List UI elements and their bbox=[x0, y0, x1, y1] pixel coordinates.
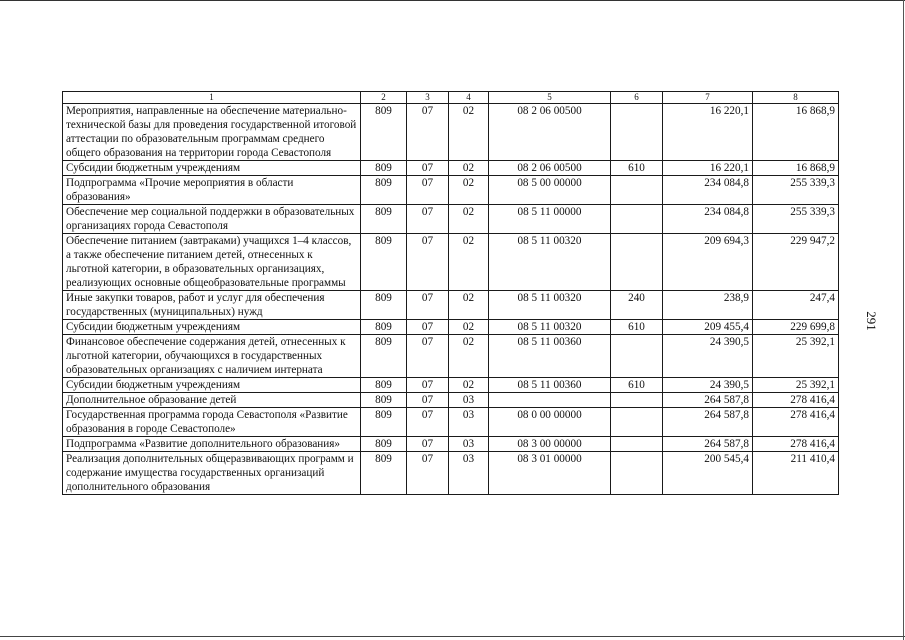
section-code-cell: 07 bbox=[407, 378, 449, 393]
amount-col8-cell: 16 868,9 bbox=[753, 161, 839, 176]
subsection-code-cell: 03 bbox=[449, 408, 489, 437]
target-article-cell: 08 5 00 00000 bbox=[489, 176, 611, 205]
row-name-cell: Дополнительное образование детей bbox=[63, 393, 361, 408]
expense-type-cell bbox=[611, 176, 663, 205]
amount-col7-cell: 234 084,8 bbox=[663, 176, 753, 205]
table-row bbox=[63, 291, 839, 320]
section-code-cell: 07 bbox=[407, 437, 449, 452]
column-header: 5 bbox=[489, 92, 611, 104]
amount-col8-cell: 278 416,4 bbox=[753, 437, 839, 452]
amount-col7-cell: 264 587,8 bbox=[663, 408, 753, 437]
amount-col8-cell: 25 392,1 bbox=[753, 378, 839, 393]
section-code-cell: 07 bbox=[407, 335, 449, 378]
amount-col8-cell: 229 699,8 bbox=[753, 320, 839, 335]
amount-col7-cell: 24 390,5 bbox=[663, 378, 753, 393]
table-row bbox=[63, 205, 839, 234]
amount-col7-cell: 16 220,1 bbox=[663, 161, 753, 176]
amount-col7-cell: 16 220,1 bbox=[663, 104, 753, 161]
table-row bbox=[63, 335, 839, 378]
row-name-cell: Обеспечение питанием (завтраками) учащихся 1–4 классов, а также обеспечение питанием детей, отнесенных к льготной категории, в образовательных организациях, реализующих основные общеобразовательные программы bbox=[63, 234, 361, 291]
ministry-code-cell: 809 bbox=[361, 104, 407, 161]
amount-col8-cell: 211 410,4 bbox=[753, 452, 839, 495]
target-article-cell bbox=[489, 393, 611, 408]
table-row bbox=[63, 320, 839, 335]
table-row bbox=[63, 161, 839, 176]
ministry-code-cell: 809 bbox=[361, 335, 407, 378]
row-name-cell: Обеспечение мер социальной поддержки в образовательных организациях города Севастополя bbox=[63, 205, 361, 234]
expense-type-cell bbox=[611, 104, 663, 161]
table-row bbox=[63, 104, 839, 161]
ministry-code-cell: 809 bbox=[361, 234, 407, 291]
row-name-cell: Субсидии бюджетным учреждениям bbox=[63, 161, 361, 176]
target-article-cell: 08 0 00 00000 bbox=[489, 408, 611, 437]
section-code-cell: 07 bbox=[407, 408, 449, 437]
table-body bbox=[63, 104, 839, 495]
page-right-border bbox=[903, 0, 904, 640]
ministry-code-cell: 809 bbox=[361, 205, 407, 234]
amount-col8-cell: 278 416,4 bbox=[753, 393, 839, 408]
row-name-cell: Иные закупки товаров, работ и услуг для обеспечения государственных (муниципальных) нужд bbox=[63, 291, 361, 320]
target-article-cell: 08 2 06 00500 bbox=[489, 161, 611, 176]
ministry-code-cell: 809 bbox=[361, 393, 407, 408]
subsection-code-cell: 03 bbox=[449, 452, 489, 495]
expense-type-cell bbox=[611, 408, 663, 437]
page-top-border bbox=[0, 0, 905, 1]
column-header: 3 bbox=[407, 92, 449, 104]
section-code-cell: 07 bbox=[407, 176, 449, 205]
expense-type-cell bbox=[611, 335, 663, 378]
target-article-cell: 08 3 01 00000 bbox=[489, 452, 611, 495]
section-code-cell: 07 bbox=[407, 104, 449, 161]
amount-col7-cell: 264 587,8 bbox=[663, 437, 753, 452]
table-row bbox=[63, 393, 839, 408]
amount-col8-cell: 25 392,1 bbox=[753, 335, 839, 378]
amount-col7-cell: 264 587,8 bbox=[663, 393, 753, 408]
subsection-code-cell: 03 bbox=[449, 393, 489, 408]
expense-type-cell bbox=[611, 452, 663, 495]
expense-type-cell: 240 bbox=[611, 291, 663, 320]
amount-col8-cell: 278 416,4 bbox=[753, 408, 839, 437]
table-row bbox=[63, 452, 839, 495]
row-name-cell: Подпрограмма «Развитие дополнительного образования» bbox=[63, 437, 361, 452]
subsection-code-cell: 02 bbox=[449, 205, 489, 234]
ministry-code-cell: 809 bbox=[361, 452, 407, 495]
ministry-code-cell: 809 bbox=[361, 378, 407, 393]
subsection-code-cell: 02 bbox=[449, 234, 489, 291]
ministry-code-cell: 809 bbox=[361, 291, 407, 320]
budget-table bbox=[62, 91, 839, 495]
ministry-code-cell: 809 bbox=[361, 408, 407, 437]
row-name-cell: Государственная программа города Севастополя «Развитие образования в городе Севастополе» bbox=[63, 408, 361, 437]
target-article-cell: 08 5 11 00360 bbox=[489, 378, 611, 393]
section-code-cell: 07 bbox=[407, 205, 449, 234]
ministry-code-cell: 809 bbox=[361, 320, 407, 335]
row-name-cell: Субсидии бюджетным учреждениям bbox=[63, 378, 361, 393]
section-code-cell: 07 bbox=[407, 234, 449, 291]
section-code-cell: 07 bbox=[407, 452, 449, 495]
amount-col8-cell: 255 339,3 bbox=[753, 176, 839, 205]
target-article-cell: 08 5 11 00320 bbox=[489, 234, 611, 291]
row-name-cell: Мероприятия, направленные на обеспечение материально-технической базы для проведения государственной итоговой аттестации по образовательным программам среднего общего образования на территории города Севастополя bbox=[63, 104, 361, 161]
amount-col8-cell: 247,4 bbox=[753, 291, 839, 320]
section-code-cell: 07 bbox=[407, 393, 449, 408]
expense-type-cell bbox=[611, 437, 663, 452]
subsection-code-cell: 02 bbox=[449, 104, 489, 161]
table-row bbox=[63, 437, 839, 452]
section-code-cell: 07 bbox=[407, 320, 449, 335]
column-header: 2 bbox=[361, 92, 407, 104]
amount-col7-cell: 238,9 bbox=[663, 291, 753, 320]
row-name-cell: Реализация дополнительных общеразвивающих программ и содержание имущества государственных организаций дополнительного образования bbox=[63, 452, 361, 495]
amount-col7-cell: 209 694,3 bbox=[663, 234, 753, 291]
table-row bbox=[63, 234, 839, 291]
subsection-code-cell: 02 bbox=[449, 335, 489, 378]
expense-type-cell bbox=[611, 234, 663, 291]
page-bottom-border bbox=[0, 636, 905, 637]
amount-col7-cell: 234 084,8 bbox=[663, 205, 753, 234]
subsection-code-cell: 02 bbox=[449, 176, 489, 205]
column-header: 1 bbox=[63, 92, 361, 104]
subsection-code-cell: 02 bbox=[449, 320, 489, 335]
row-name-cell: Подпрограмма «Прочие мероприятия в области образования» bbox=[63, 176, 361, 205]
amount-col7-cell: 200 545,4 bbox=[663, 452, 753, 495]
ministry-code-cell: 809 bbox=[361, 176, 407, 205]
expense-type-cell: 610 bbox=[611, 161, 663, 176]
table-row bbox=[63, 408, 839, 437]
section-code-cell: 07 bbox=[407, 291, 449, 320]
expense-type-cell: 610 bbox=[611, 378, 663, 393]
amount-col8-cell: 255 339,3 bbox=[753, 205, 839, 234]
table-row bbox=[63, 378, 839, 393]
row-name-cell: Финансовое обеспечение содержания детей, отнесенных к льготной категории, обучающихся в государственных образовательных организациях с наличием интерната bbox=[63, 335, 361, 378]
target-article-cell: 08 2 06 00500 bbox=[489, 104, 611, 161]
target-article-cell: 08 5 11 00320 bbox=[489, 320, 611, 335]
page-number: 291 bbox=[864, 311, 879, 331]
subsection-code-cell: 02 bbox=[449, 291, 489, 320]
column-header: 7 bbox=[663, 92, 753, 104]
expense-type-cell bbox=[611, 393, 663, 408]
column-header: 8 bbox=[753, 92, 839, 104]
subsection-code-cell: 02 bbox=[449, 161, 489, 176]
expense-type-cell bbox=[611, 205, 663, 234]
amount-col7-cell: 209 455,4 bbox=[663, 320, 753, 335]
amount-col8-cell: 16 868,9 bbox=[753, 104, 839, 161]
column-header: 4 bbox=[449, 92, 489, 104]
section-code-cell: 07 bbox=[407, 161, 449, 176]
ministry-code-cell: 809 bbox=[361, 161, 407, 176]
subsection-code-cell: 02 bbox=[449, 378, 489, 393]
amount-col7-cell: 24 390,5 bbox=[663, 335, 753, 378]
expense-type-cell: 610 bbox=[611, 320, 663, 335]
target-article-cell: 08 3 00 00000 bbox=[489, 437, 611, 452]
target-article-cell: 08 5 11 00360 bbox=[489, 335, 611, 378]
amount-col8-cell: 229 947,2 bbox=[753, 234, 839, 291]
column-header: 6 bbox=[611, 92, 663, 104]
table-row bbox=[63, 176, 839, 205]
ministry-code-cell: 809 bbox=[361, 437, 407, 452]
target-article-cell: 08 5 11 00000 bbox=[489, 205, 611, 234]
target-article-cell: 08 5 11 00320 bbox=[489, 291, 611, 320]
header-row bbox=[63, 92, 839, 104]
row-name-cell: Субсидии бюджетным учреждениям bbox=[63, 320, 361, 335]
subsection-code-cell: 03 bbox=[449, 437, 489, 452]
